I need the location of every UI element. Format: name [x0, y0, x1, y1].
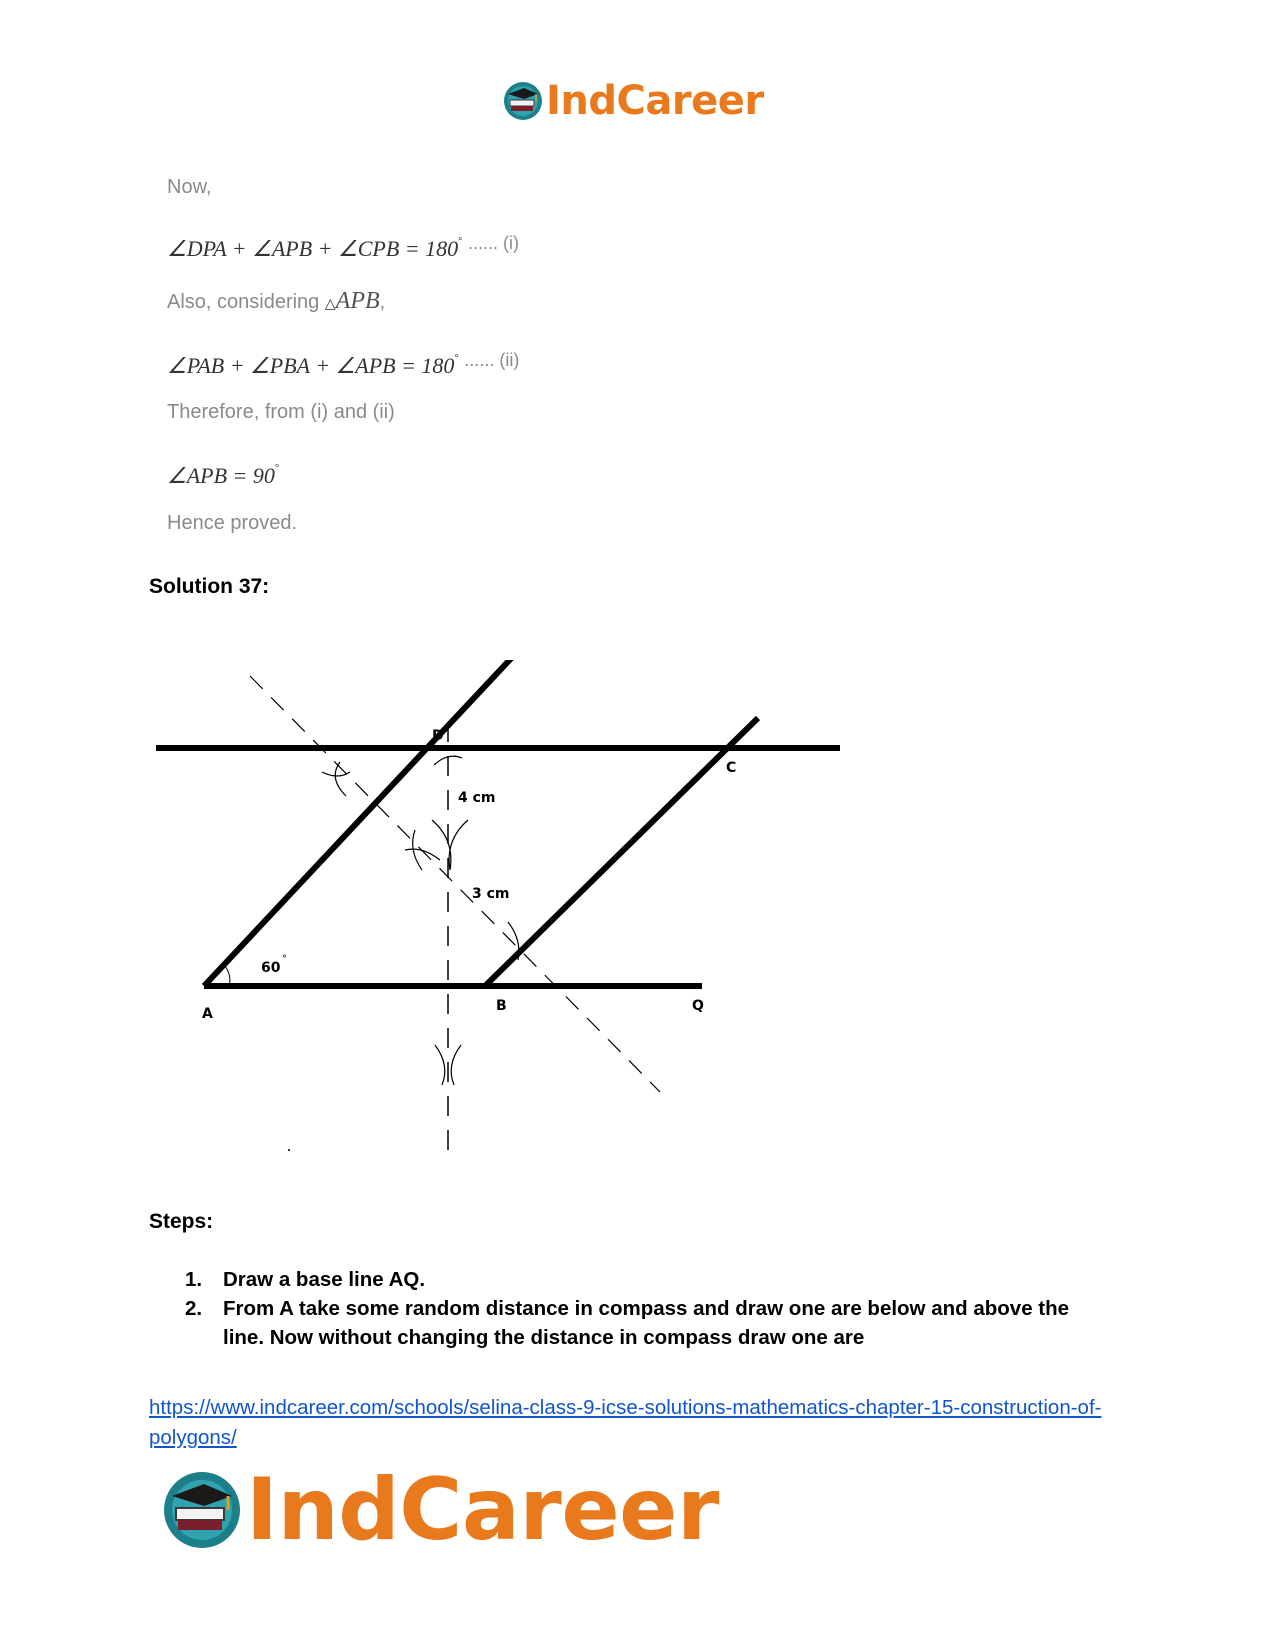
- arc-mark: [405, 849, 440, 860]
- step-item: 2. From A take some random distance in compass and draw one are below and above the line. Now without changing the distance in compass draw one are: [185, 1297, 1070, 1349]
- label-angle: 60: [261, 960, 281, 976]
- equation-3: ∠APB = 90°: [167, 462, 280, 488]
- proof-hence: Hence proved.: [167, 512, 298, 534]
- label-a: A: [202, 1006, 213, 1022]
- proof-now: Now,: [167, 176, 212, 198]
- graduation-cap-icon: [160, 1468, 244, 1552]
- arc-mark: [449, 820, 468, 870]
- header-logo: [502, 78, 764, 124]
- line-ad: [204, 660, 533, 986]
- construction-diagram: [150, 660, 850, 1170]
- steps-heading: Steps:: [149, 1210, 214, 1233]
- footer-logo: [160, 1460, 719, 1560]
- bisector-dashed-line: [250, 676, 660, 1092]
- label-3cm: 3 cm: [472, 886, 510, 902]
- label-b: B: [496, 998, 507, 1014]
- label-c: C: [726, 760, 737, 776]
- label-q: Q: [692, 998, 704, 1014]
- arc-mark: [435, 1045, 445, 1085]
- equation-2: ∠PAB + ∠PBA + ∠APB = 180° $^{...... (ii)}$: [167, 350, 520, 378]
- brand-name: IndCareer: [546, 78, 764, 124]
- solution-heading: Solution 37:: [149, 575, 270, 598]
- steps-list: [185, 1265, 1085, 1352]
- label-d: D: [432, 728, 444, 744]
- brand-name: IndCareer: [246, 1460, 719, 1560]
- arc-mark: [451, 1045, 461, 1085]
- label-4cm: 4 cm: [458, 790, 496, 806]
- triangle-symbol: △: [324, 295, 336, 311]
- proof-therefore: Therefore, from (i) and (ii): [167, 401, 395, 423]
- equation-1: ∠DPA + ∠APB + ∠CPB = 180° $^{...... (i)}$: [167, 233, 520, 261]
- label-angle-degree: °: [282, 954, 287, 965]
- source-link[interactable]: https://www.indcareer.com/schools/selina-class-9-icse-solutions-mathematics-chapter-15-construction-of-polygons/: [149, 1396, 1102, 1449]
- graduation-cap-icon: [502, 80, 544, 122]
- step-item: 1. Draw a base line AQ.: [185, 1268, 426, 1291]
- proof-also: Also, considering △APB,: [167, 288, 386, 314]
- line-bc: [485, 718, 758, 986]
